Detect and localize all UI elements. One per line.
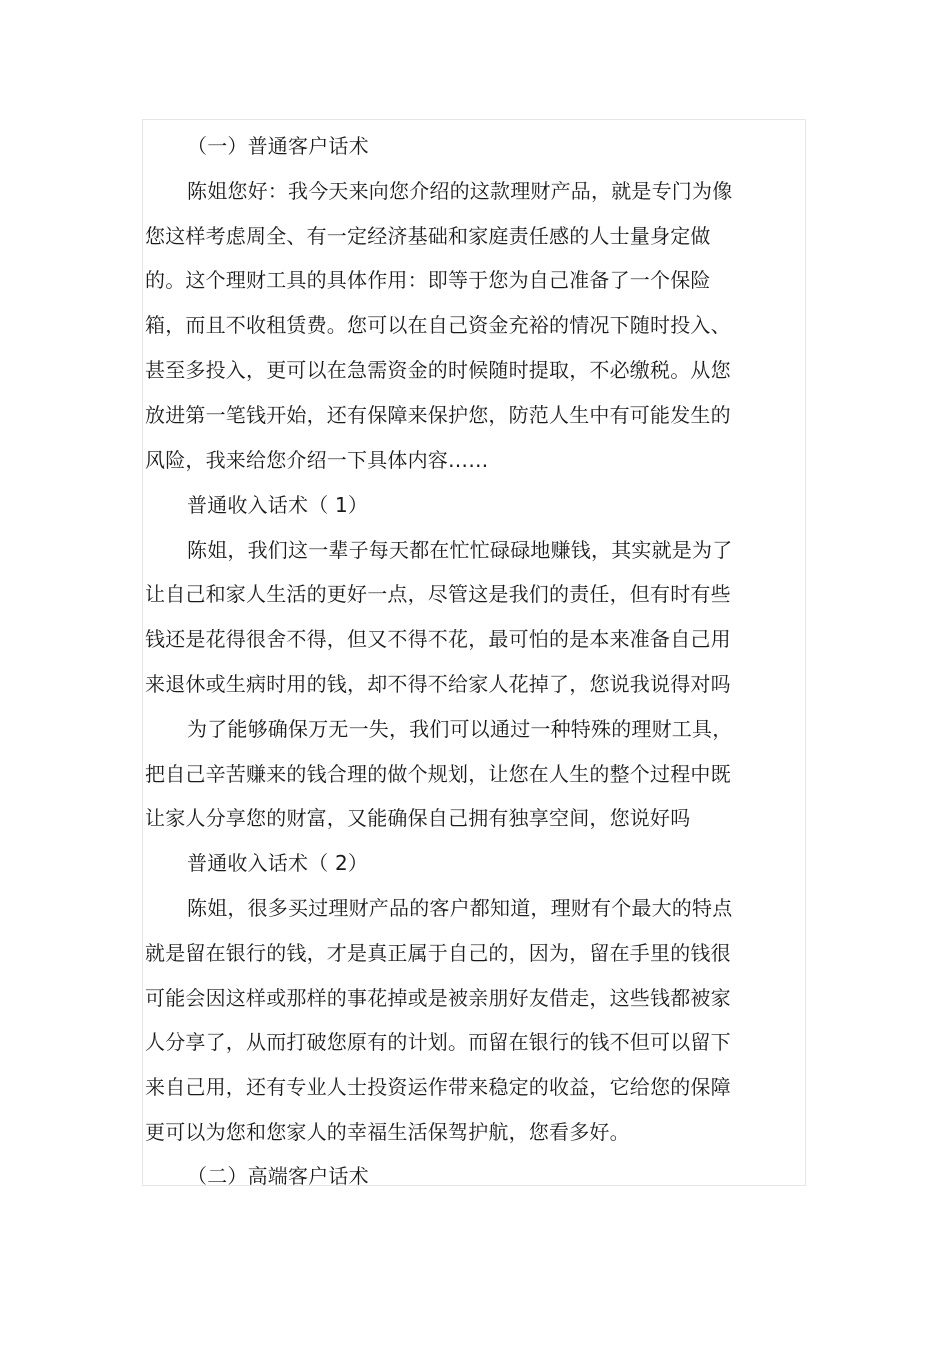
paragraph-line: 的。这个理财工具的具体作用：即等于您为自己准备了一个保险 [145,268,711,292]
paragraph-line: 陈姐，很多买过理财产品的客户都知道，理财有个最大的特点 [187,896,733,920]
paragraph-line: 您这样考虑周全、有一定经济基础和家庭责任感的人士量身定做 [145,224,711,248]
section-heading-regular-clients: （一）普通客户话术 [187,134,369,158]
paragraph-line: 为了能够确保万无一失，我们可以通过一种特殊的理财工具， [187,717,733,741]
subheading-regular-income-2: 普通收入话术（ 2） [187,851,369,875]
paragraph-line: 来自己用，还有专业人士投资运作带来稳定的收益，它给您的保障 [145,1075,731,1099]
paragraph-line: 让自己和家人生活的更好一点，尽管这是我们的责任，但有时有些 [145,582,731,606]
paragraph-line: 箱，而且不收租赁费。您可以在自己资金充裕的情况下随时投入、 [145,313,731,337]
paragraph-line: 可能会因这样或那样的事花掉或是被亲朋好友借走，这些钱都被家 [145,986,731,1010]
paragraph-line: 放进第一笔钱开始，还有保障来保护您，防范人生中有可能发生的 [145,403,731,427]
paragraph-line: 钱还是花得很舍不得，但又不得不花，最可怕的是本来准备自己用 [145,627,731,651]
paragraph-line: 人分享了，从而打破您原有的计划。而留在银行的钱不但可以留下 [145,1030,731,1054]
paragraph-line: 陈姐您好：我今天来向您介绍的这款理财产品，就是专门为像 [187,179,733,203]
paragraph-line: 陈姐，我们这一辈子每天都在忙忙碌碌地赚钱，其实就是为了 [187,538,733,562]
paragraph-line: 甚至多投入，更可以在急需资金的时候随时提取，不必缴税。从您 [145,358,731,382]
paragraph-line: 让家人分享您的财富，又能确保自己拥有独享空间，您说好吗 [145,806,691,830]
paragraph-line: 把自己辛苦赚来的钱合理的做个规划，让您在人生的整个过程中既 [145,762,731,786]
paragraph-line: 风险，我来给您介绍一下具体内容…… [145,448,489,472]
paragraph-line: 就是留在银行的钱，才是真正属于自己的，因为，留在手里的钱很 [145,941,731,965]
section-heading-high-end-clients: （二）高端客户话术 [187,1164,369,1188]
paragraph-line: 更可以为您和您家人的幸福生活保驾护航，您看多好。 [145,1120,630,1144]
paragraph-line: 来退休或生病时用的钱，却不得不给家人花掉了，您说我说得对吗 [145,672,731,696]
subheading-regular-income-1: 普通收入话术（ 1） [187,493,369,517]
